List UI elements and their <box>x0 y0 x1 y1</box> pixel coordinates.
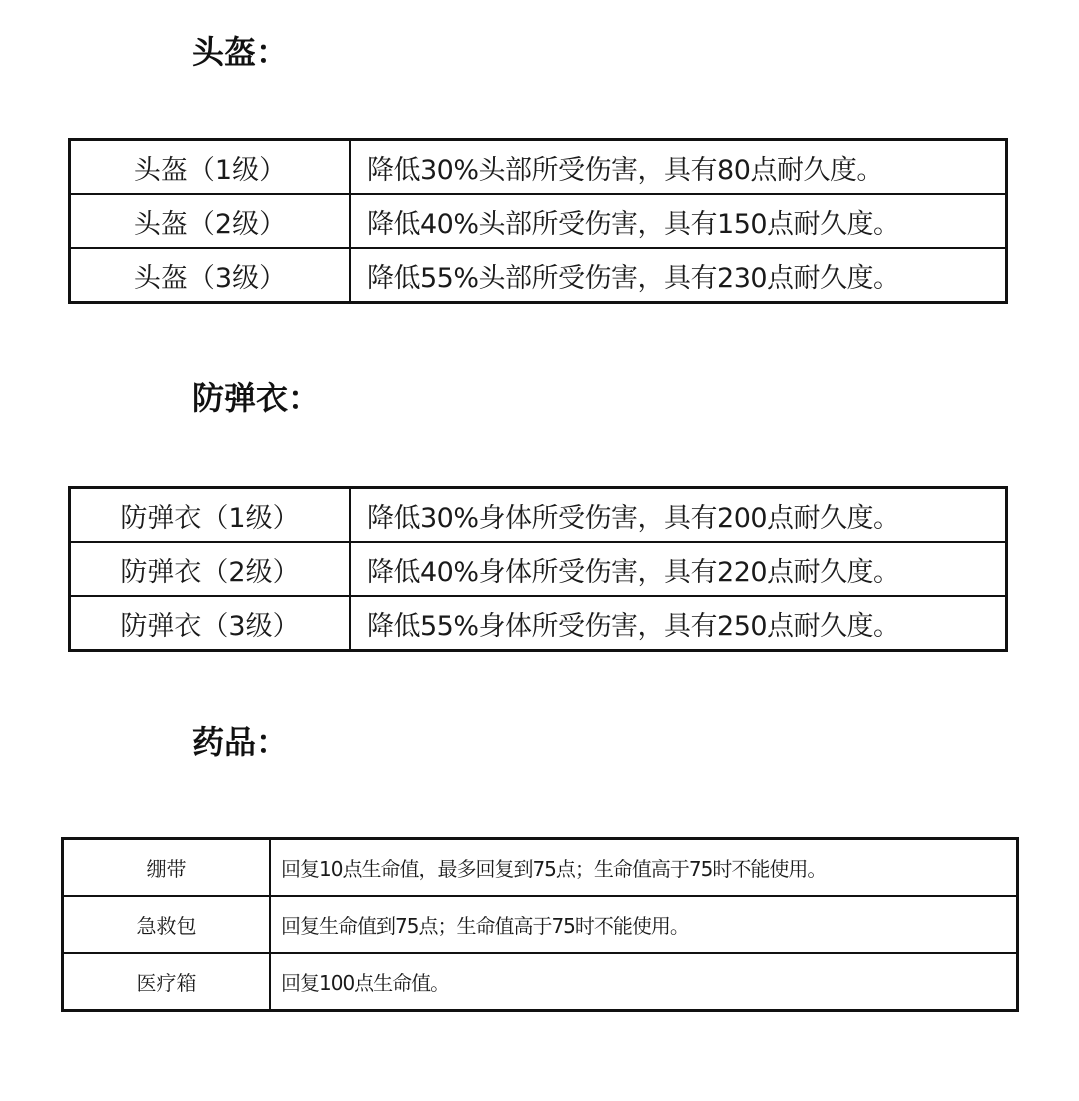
table-row <box>70 194 1007 248</box>
body-armor-section-title: 防弹衣： <box>192 379 321 417</box>
helmet-section-title: 头盔： <box>192 33 289 71</box>
table-row <box>70 596 1007 651</box>
item-name-cell: 急救包 <box>63 896 271 953</box>
item-name-cell: 防弹衣（1级） <box>70 488 351 543</box>
item-name-cell: 头盔（3级） <box>70 248 351 303</box>
item-desc-cell: 降低30%头部所受伤害，具有80点耐久度。 <box>350 140 1007 195</box>
item-desc-cell: 降低55%头部所受伤害，具有230点耐久度。 <box>350 248 1007 303</box>
medicine-section-title: 药品： <box>192 723 289 761</box>
item-desc-cell: 回复100点生命值。 <box>270 953 1018 1011</box>
item-name-cell: 防弹衣（2级） <box>70 542 351 596</box>
item-desc-cell: 降低40%身体所受伤害，具有220点耐久度。 <box>350 542 1007 596</box>
table-row <box>70 542 1007 596</box>
item-name-cell: 防弹衣（3级） <box>70 596 351 651</box>
item-name-cell: 头盔（1级） <box>70 140 351 195</box>
item-desc-cell: 降低30%身体所受伤害，具有200点耐久度。 <box>350 488 1007 543</box>
item-name-cell: 绷带 <box>63 839 271 897</box>
table-row <box>70 140 1007 195</box>
item-desc-cell: 回复生命值到75点；生命值高于75时不能使用。 <box>270 896 1018 953</box>
table-row <box>63 839 1018 897</box>
item-name-cell: 医疗箱 <box>63 953 271 1011</box>
item-desc-cell: 降低40%头部所受伤害，具有150点耐久度。 <box>350 194 1007 248</box>
item-name-cell: 头盔（2级） <box>70 194 351 248</box>
body-armor-table <box>68 486 1008 652</box>
helmet-table <box>68 138 1008 304</box>
item-desc-cell: 回复10点生命值，最多回复到75点；生命值高于75时不能使用。 <box>270 839 1018 897</box>
item-desc-cell: 降低55%身体所受伤害，具有250点耐久度。 <box>350 596 1007 651</box>
table-row <box>70 248 1007 303</box>
table-row <box>63 896 1018 953</box>
medicine-table <box>61 837 1019 1012</box>
table-row <box>63 953 1018 1011</box>
table-row <box>70 488 1007 543</box>
